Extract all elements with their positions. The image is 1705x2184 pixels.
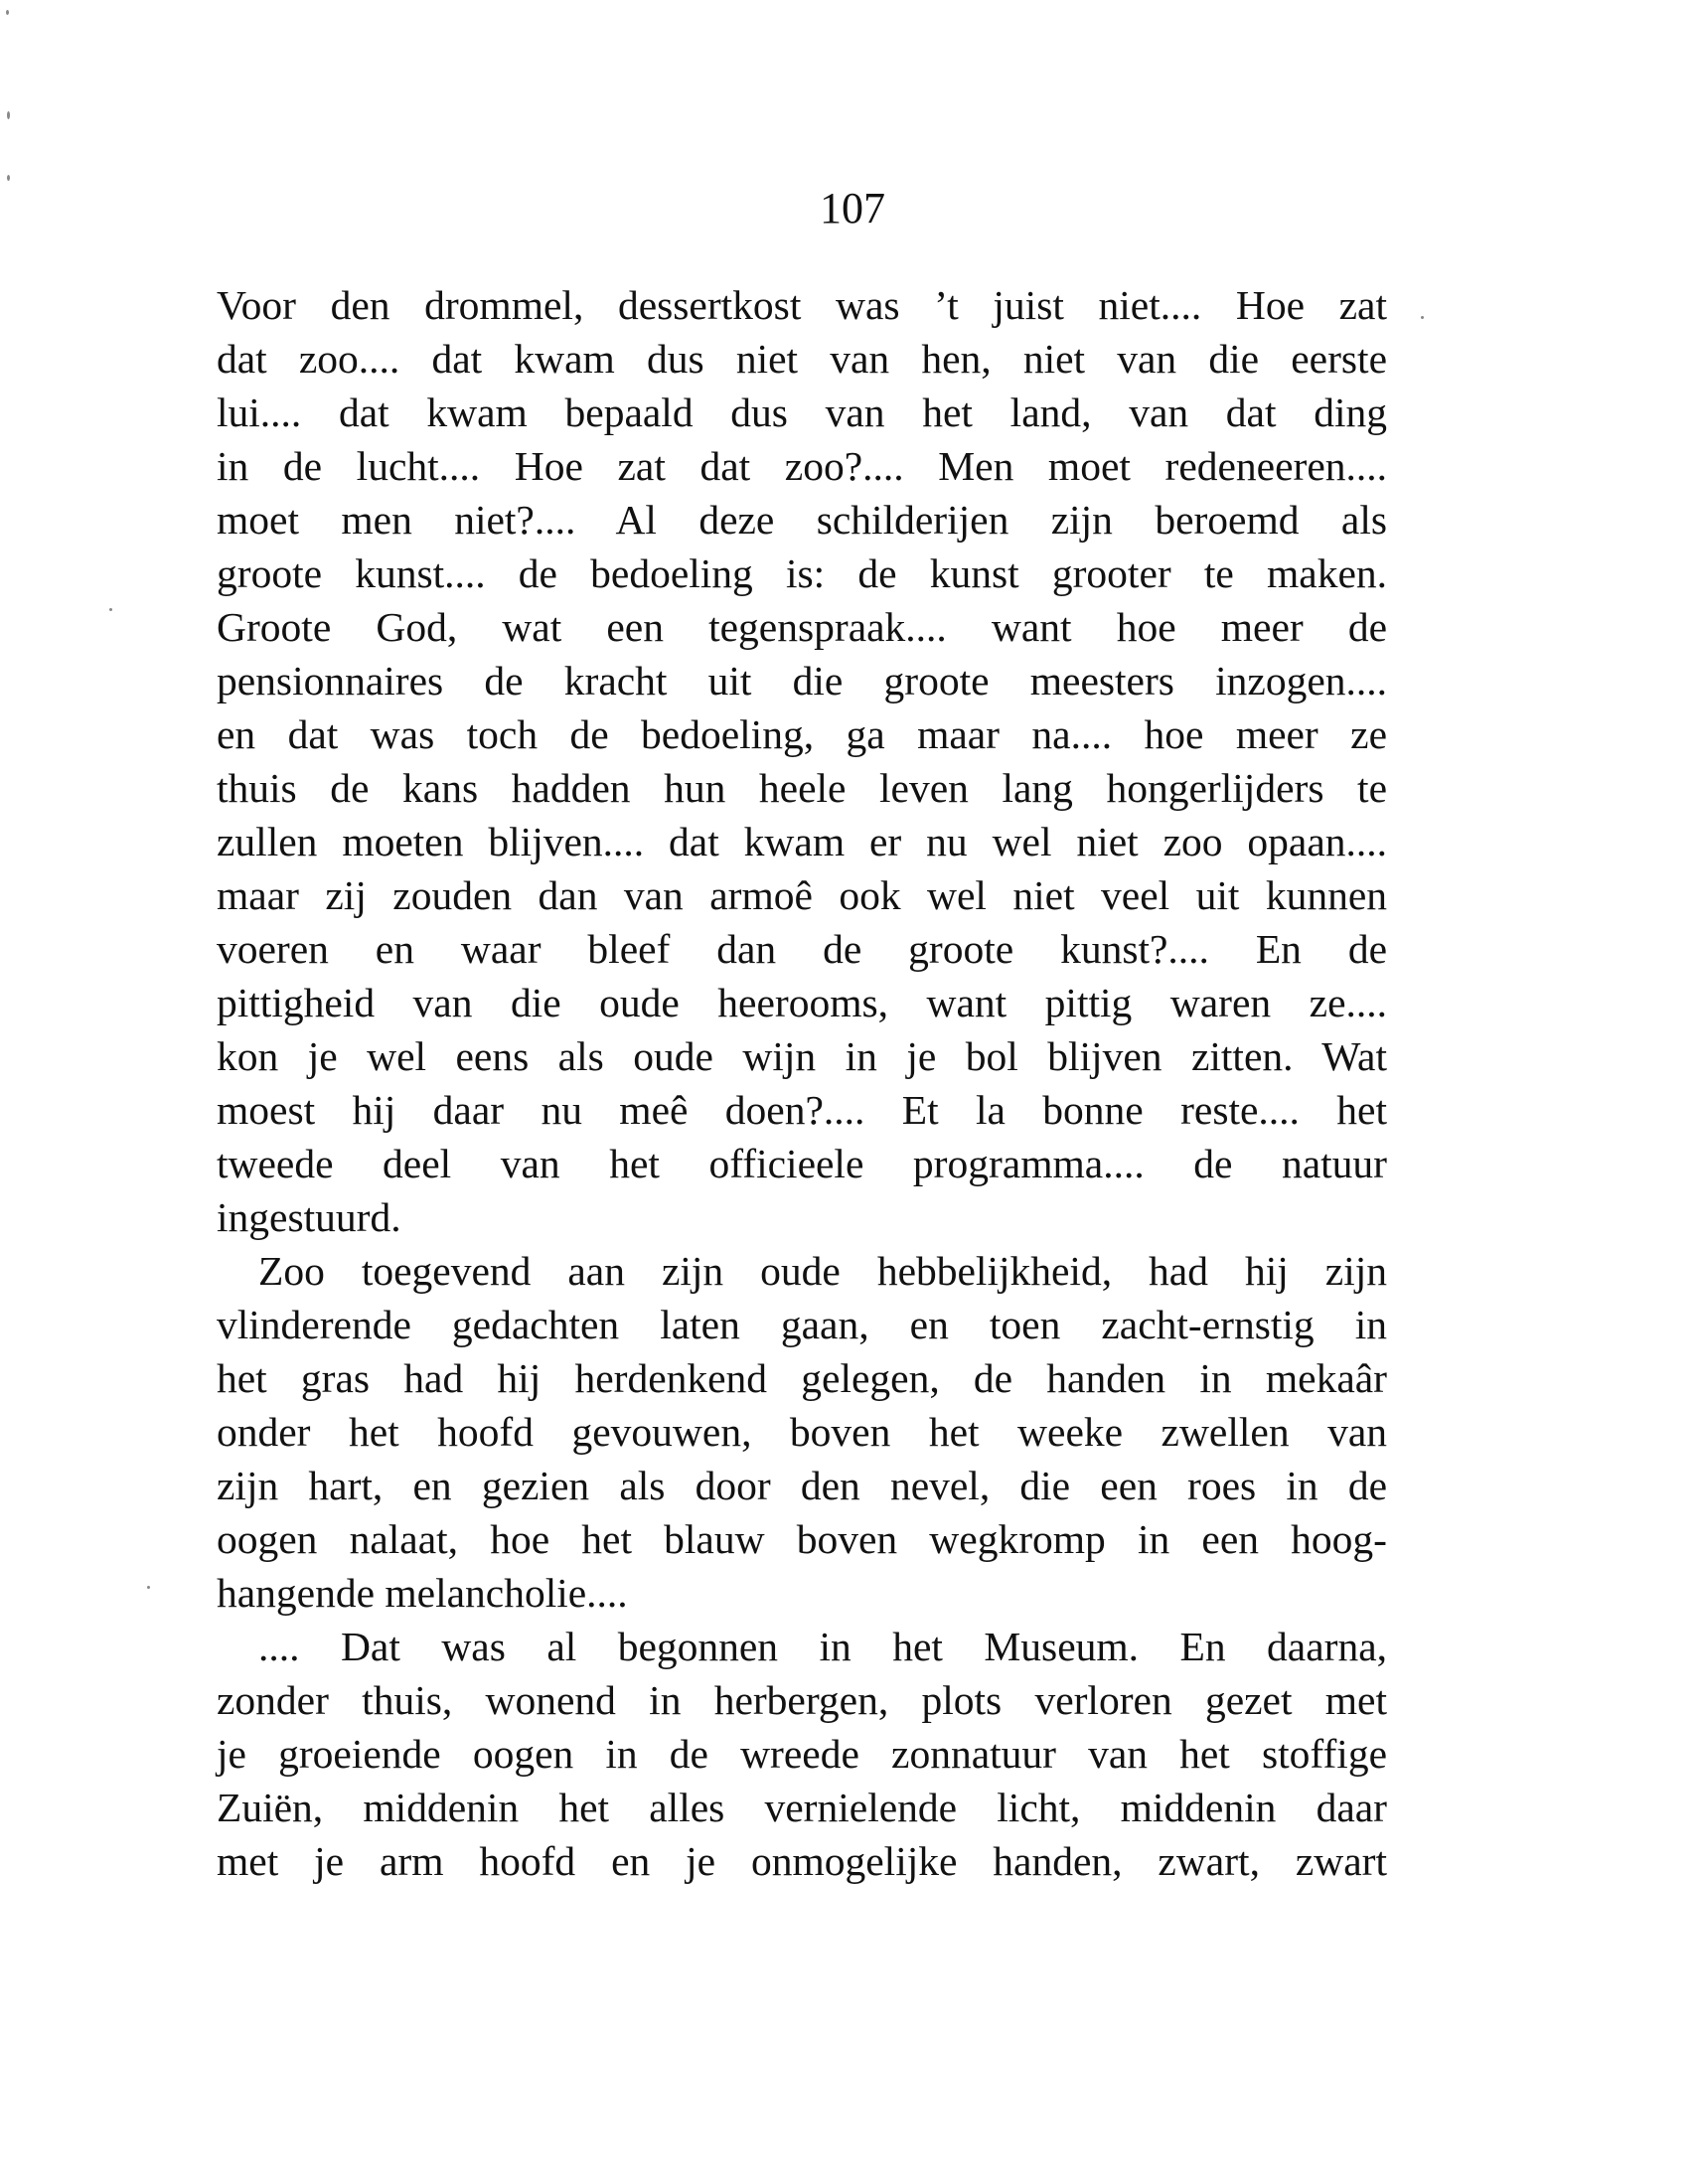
scan-speck (7, 175, 10, 181)
text-line: pittigheid van die oude heerooms, want pittig waren ze.... (217, 980, 1387, 1025)
text-line: zonder thuis, wonend in herbergen, plots verloren gezet met (217, 1677, 1387, 1723)
text-line: in de lucht.... Hoe zat dat zoo?.... Men moet redeneeren.... (217, 443, 1387, 489)
scan-speck (7, 111, 10, 119)
text-line: pensionnaires de kracht uit die groote meesters inzogen.... (217, 658, 1387, 703)
page-number: 107 (820, 184, 885, 233)
text-line: zullen moeten blijven.... dat kwam er nu wel niet zoo opaan.... (217, 819, 1387, 864)
scan-speck (109, 608, 112, 611)
text-line: kon je wel eens als oude wijn in je bol blijven zitten. Wat (217, 1033, 1387, 1079)
text-line: onder het hoofd gevouwen, boven het weeke zwellen van (217, 1409, 1387, 1455)
text-line: Zuiën, middenin het alles vernielende licht, middenin daar (217, 1785, 1387, 1830)
text-line: oogen nalaat, hoe het blauw boven wegkromp in een hoog- (217, 1516, 1387, 1562)
text-line: vlinderende gedachten laten gaan, en toen zacht-ernstig in (217, 1302, 1387, 1347)
text-line: Voor den drommel, dessertkost was ’t juist niet.... Hoe zat (217, 282, 1387, 328)
text-line: dat zoo.... dat kwam dus niet van hen, niet van die eerste (217, 336, 1387, 382)
text-line: met je arm hoofd en je onmogelijke handen, zwart, zwart (217, 1838, 1387, 1884)
text-line: ingestuurd. (217, 1194, 401, 1240)
text-line: voeren en waar bleef dan de groote kunst?.... En de (217, 926, 1387, 972)
scan-speck (147, 1586, 150, 1589)
text-line: en dat was toch de bedoeling, ga maar na.... hoe meer ze (217, 711, 1387, 757)
text-line: moest hij daar nu meê doen?.... Et la bonne reste.... het (217, 1087, 1387, 1133)
text-line: hangende melancholie.... (217, 1570, 628, 1616)
text-line: Groote God, wat een tegenspraak.... want hoe meer de (217, 604, 1387, 650)
text-line: Zoo toegevend aan zijn oude hebbelijkheid, had hij zijn (258, 1248, 1387, 1294)
text-line: zijn hart, en gezien als door den nevel, die een roes in de (217, 1463, 1387, 1508)
text-line: je groeiende oogen in de wreede zonnatuur van het stoffige (217, 1731, 1387, 1777)
text-line: lui.... dat kwam bepaald dus van het land, van dat ding (217, 390, 1387, 435)
text-line: thuis de kans hadden hun heele leven lang hongerlijders te (217, 765, 1387, 811)
body-text (217, 278, 1387, 1888)
scan-speck (1421, 316, 1424, 319)
text-line: het gras had hij herdenkend gelegen, de handen in mekaâr (217, 1355, 1387, 1401)
text-line: tweede deel van het officieele programma.... de natuur (217, 1141, 1387, 1186)
scan-speck (6, 10, 9, 15)
text-line: groote kunst.... de bedoeling is: de kunst grooter te maken. (217, 550, 1387, 596)
text-line: moet men niet?.... Al deze schilderijen zijn beroemd als (217, 497, 1387, 543)
text-line: maar zij zouden dan van armoê ook wel niet veel uit kunnen (217, 872, 1387, 918)
text-line: .... Dat was al begonnen in het Museum. En daarna, (258, 1624, 1387, 1669)
